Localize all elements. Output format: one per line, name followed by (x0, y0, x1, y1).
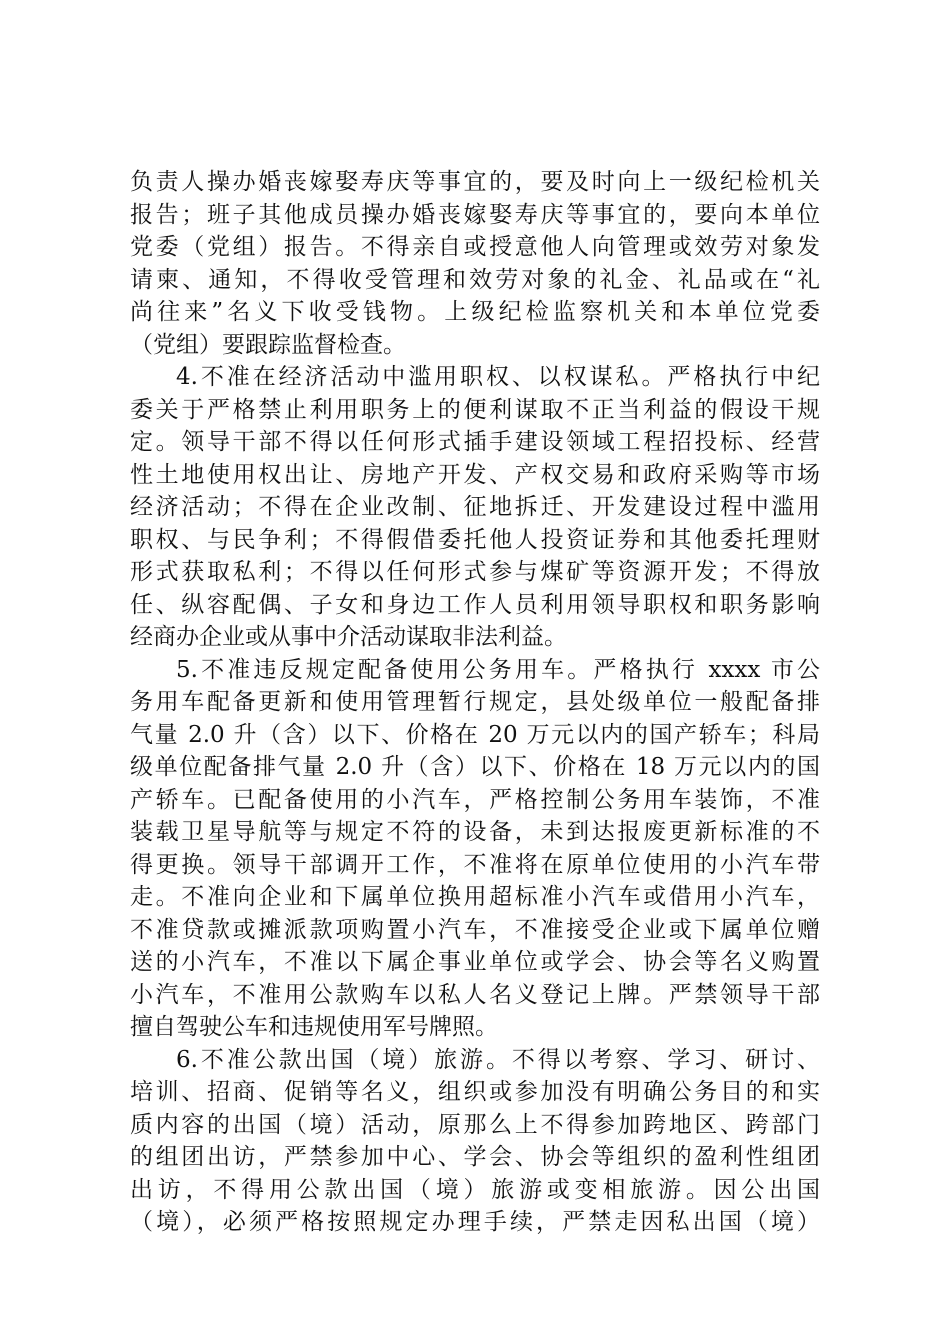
text-line: 得更换。领导干部调开工作，不准将在原单位使用的小汽车带 (130, 851, 820, 878)
text-line: 性土地使用权出让、房地产开发、产权交易和政府采购等市场 (130, 461, 820, 488)
text-line: 务用车配备更新和使用管理暂行规定，县处级单位一般配备排 (130, 689, 820, 715)
text-line: 报告；班子其他成员操办婚丧嫁娶寿庆等事宜的，要向本单位 (130, 201, 820, 228)
text-line: 的组团出访，严禁参加中心、学会、协会等组织的盈利性组团 (130, 1144, 820, 1170)
paragraph-item-4 (130, 361, 820, 654)
text-line: 5.不准违反规定配备使用公务用车。严格执行 xxxx 市公 (176, 656, 820, 683)
text-line: 4.不准在经济活动中滥用职权、以权谋私。严格执行中纪 (176, 364, 820, 390)
text-line: 擅自驾驶公车和违规使用军号牌照。 (130, 1014, 498, 1040)
text-line: （党组）要跟踪监督检查。 (130, 331, 406, 358)
document-page (130, 166, 820, 1239)
text-line: 走。不准向企业和下属单位换用超标准小汽车或借用小汽车， (130, 884, 820, 910)
text-line: 产轿车。已配备使用的小汽车，严格控制公务用车装饰，不准 (130, 786, 820, 813)
text-line: 经商办企业或从事中介活动谋取非法利益。 (130, 624, 567, 650)
text-line: 装载卫星导航等与规定不符的设备，未到达报废更新标准的不 (130, 819, 820, 845)
text-line: 党委（党组）报告。不得亲自或授意他人向管理或效劳对象发 (130, 234, 820, 260)
text-line: 质内容的出国（境）活动，原那么上不得参加跨地区、跨部门 (130, 1111, 820, 1138)
text-line: （境），必须严格按照规定办理手续，严禁走因私出国（境） (130, 1209, 820, 1235)
text-line: 小汽车，不准用公款购车以私人名义登记上牌。严禁领导干部 (130, 981, 820, 1008)
text-line: 职权、与民争利；不得假借委托他人投资证券和其他委托理财 (130, 526, 820, 553)
text-line: 请柬、通知，不得收受管理和效劳对象的礼金、礼品或在“礼 (130, 266, 820, 293)
text-line: 任、纵容配偶、子女和身边工作人员利用领导职权和职务影响 (130, 591, 820, 618)
text-line: 培训、招商、促销等名义，组织或参加没有明确公务目的和实 (130, 1079, 820, 1105)
text-line: 送的小汽车，不准以下属企事业单位或学会、协会等名义购置 (130, 949, 820, 975)
text-line: 形式获取私利；不得以任何形式参与煤矿等资源开发；不得放 (130, 559, 820, 585)
text-line: 级单位配备排气量 2.0 升（含）以下、价格在 18 万元以内的国 (130, 754, 820, 780)
text-line: 委关于严格禁止利用职务上的便利谋取不正当利益的假设干规 (130, 396, 820, 423)
paragraph-item-6 (130, 1044, 820, 1239)
text-line: 尚往来”名义下收受钱物。上级纪检监察机关和本单位党委 (130, 299, 820, 325)
text-line: 6.不准公款出国（境）旅游。不得以考察、学习、研讨、 (176, 1046, 820, 1073)
paragraph-1 (130, 166, 820, 361)
text-line: 经济活动；不得在企业改制、征地拆迁、开发建设过程中滥用 (130, 494, 820, 520)
text-line: 气量 2.0 升（含）以下、价格在 20 万元以内的国产轿车；科局 (130, 721, 820, 748)
text-line: 定。领导干部不得以任何形式插手建设领域工程招投标、经营 (130, 429, 820, 455)
text-line: 出访，不得用公款出国（境）旅游或变相旅游。因公出国 (130, 1176, 820, 1203)
paragraph-item-5 (130, 654, 820, 1044)
text-line: 负责人操办婚丧嫁娶寿庆等事宜的，要及时向上一级纪检机关 (130, 169, 820, 195)
text-line: 不准贷款或摊派款项购置小汽车，不准接受企业或下属单位赠 (130, 916, 820, 943)
